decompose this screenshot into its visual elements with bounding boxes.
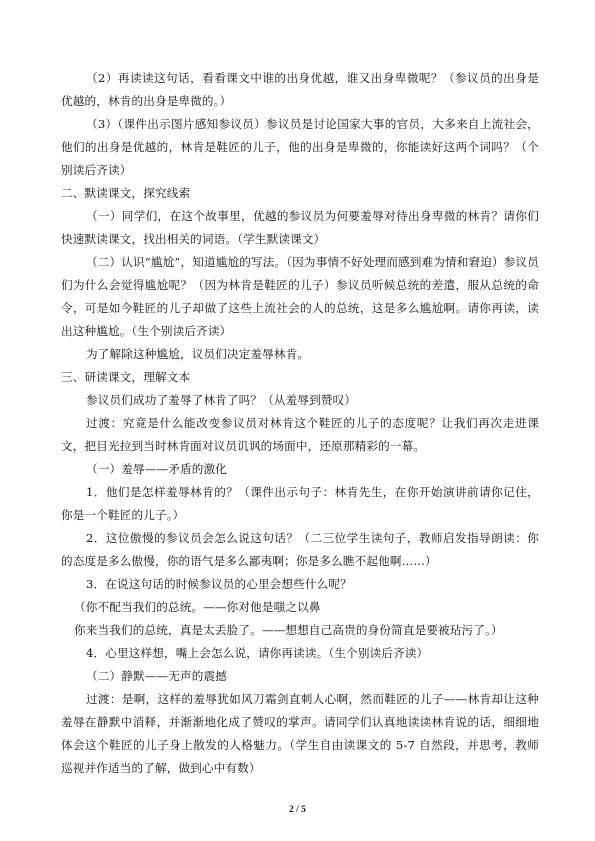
paragraph: 过渡：是啊，这样的羞辱犹如风刀霜剑直刺人心啊，然而鞋匠的儿子——林肯却让这种羞辱在静默中消释，并渐渐地化成了赞叹的掌声。请同学们认真地读读林肯说的话，细细地体会这个鞋匠的儿子身上散发的人格魅力。（学生自由读课文的 5-7 自然段，并思考，教师巡视并作适当的了解，做到心中有数） [61,692,539,775]
subsection-heading: （一）羞辱——矛盾的激化 [86,462,227,476]
paragraph: 1．他们是怎样羞辱林肯的？（课件出示句子：林肯先生，在你开始演讲前请你记住，你是一个鞋匠的儿子。） [61,485,539,522]
paragraph: 3．在说这句话的时候参议员的心里会想些什么呢？ [86,577,352,591]
page-number: 2 / 5 [289,805,306,815]
paragraph: 为了解除这种尴尬，议员们决定羞辱林肯。 [86,347,310,361]
paragraph: 2．这位傲慢的参议员会怎么说这句话？（二三位学生读句子，教师启发指导朗读：你的态度是多么傲慢，你的语气是多么鄙夷啊；你是多么瞧不起他啊……） [61,531,539,568]
paragraph: （一）同学们，在这个故事里，优越的参议员为何要羞辱对待出身卑微的林肯？请你们快速默读课文，找出相关的词语。（学生默读课文） [61,209,539,246]
section-heading: 三、研读课文，理解文本 [61,370,191,384]
paragraph: 4．心里这样想，嘴上会怎么说，请你再读读。（生个别读后齐读） [86,646,429,660]
paragraph: （3）（课件出示图片感知参议员）参议员是讨论国家大事的官员，大多来自上流社会，他们的出身是优越的，林肯是鞋匠的儿子，他的出身是卑微的，你能读好这两个词吗？（个别读后齐读） [61,117,539,177]
section-heading: 二、默读课文，探究线索 [61,186,191,200]
document-body [61,67,539,780]
subsection-heading: （二）静默——无声的震撼 [86,669,227,683]
paragraph: 参议员们成功了羞辱了林肯了吗？（从羞辱到赞叹） [86,393,357,407]
paragraph: （2）再读读这句话，看看课文中谁的出身优越，谁又出身卑微呢？（参议员的出身是优越的，林肯的出身是卑微的。） [61,71,539,108]
paragraph: （你不配当我们的总统。——你对他是嗤之以鼻 [74,600,321,614]
paragraph: 过渡：究竟是什么能改变参议员对林肯这个鞋匠的儿子的态度呢？让我们再次走进课文，把目光拉到当时林肯面对议员讥讽的场面中，还原那精彩的一幕。 [61,416,539,453]
paragraph: （二）认识“尴尬”，知道尴尬的写法。（因为事情不好处理而感到难为情和窘迫）参议员们为什么会觉得尴尬呢？（因为林肯是鞋匠的儿子）参议员听候总统的差遣，服从总统的命令，可是如今鞋匠的儿子却做了这些上流社会的人的总统，这是多么尴尬啊。请你再读，读出这种尴尬。（生个别读后齐读） [61,255,539,338]
paragraph: 你来当我们的总统，真是太丢脸了。——想想自己高贵的身份简直是要被玷污了。） [74,623,503,637]
